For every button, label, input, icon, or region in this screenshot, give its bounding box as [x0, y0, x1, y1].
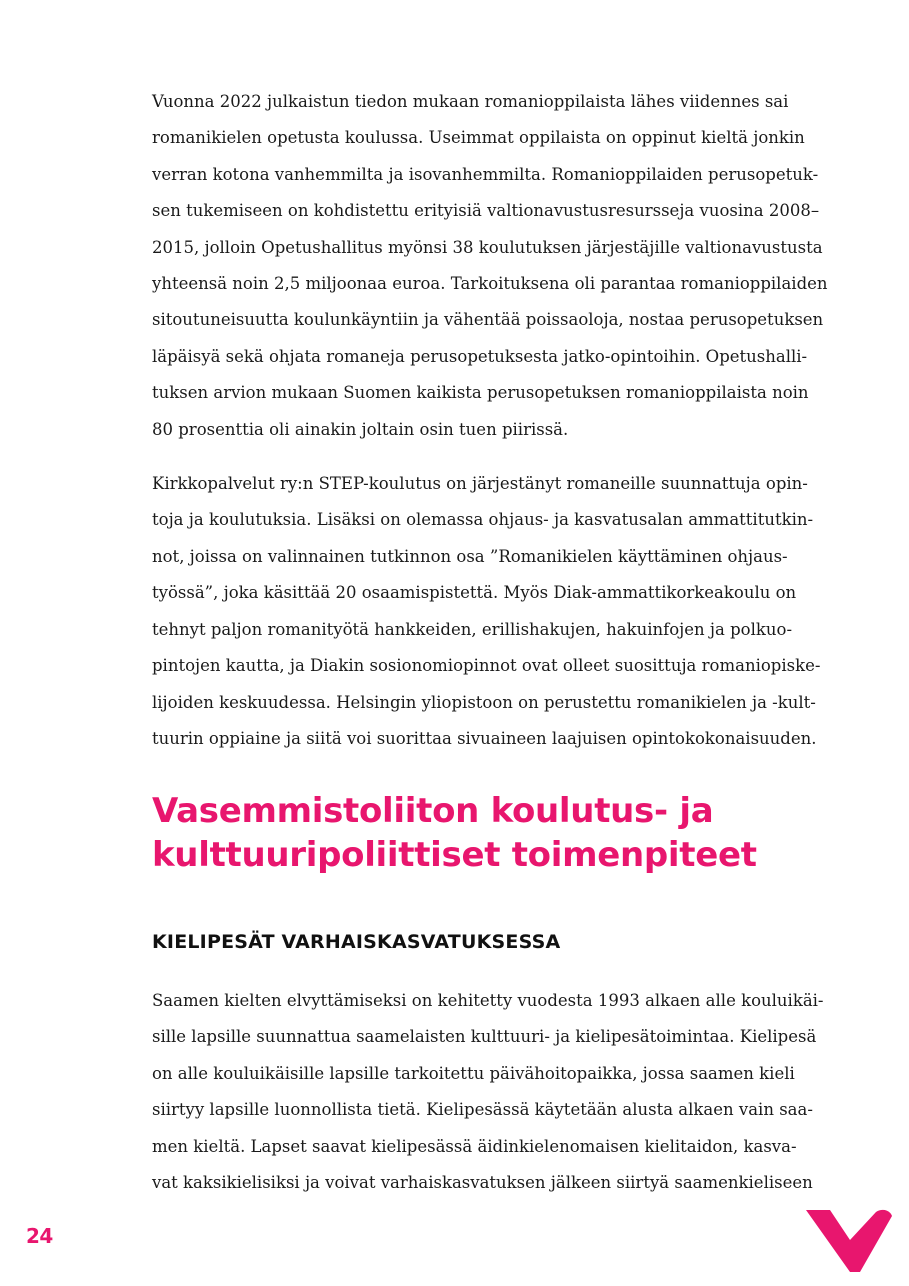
text-line: not, joissa on valinnainen tutkinnon osa ”Romanikielen käyttäminen ohjaus- — [152, 546, 788, 566]
text-line: tehnyt paljon romanityötä hankkeiden, erillishakujen, hakuinfojen ja polkuo- — [152, 619, 793, 639]
text-line: lijoiden keskuudessa. Helsingin yliopistoon on perustettu romanikielen ja -kult- — [152, 692, 816, 712]
text-line: vat kaksikielisiksi ja voivat varhaiskasvatuksen jälkeen siirtyä saamenkieliseen — [152, 1173, 813, 1193]
text-line: työssä”, joka käsittää 20 osaamispistettä. Myös Diak-ammattikorkeakoulu on — [152, 583, 797, 603]
text-line: pintojen kautta, ja Diakin sosionomiopinnot ovat olleet suosittuja romaniopiske- — [152, 656, 821, 676]
text-line: sille lapsille suunnattua saamelaisten kulttuuri- ja kielipesätoimintaa. Kielipesä — [152, 1027, 817, 1047]
text-line: siirtyy lapsille luonnollista tietä. Kielipesässä käytetään alusta alkaen vain saa- — [152, 1100, 813, 1120]
section-heading — [152, 789, 852, 877]
text-line: 80 prosenttia oli ainakin joltain osin tuen piirissä. — [152, 419, 569, 439]
text-line: toja ja koulutuksia. Lisäksi on olemassa ohjaus- ja kasvatusalan ammattitutkin- — [152, 510, 814, 530]
paragraph-step-training — [152, 466, 822, 757]
text-line: tuurin oppiaine ja siitä voi suorittaa sivuaineen laajuisen opintokokonaisuuden. — [152, 728, 817, 748]
text-line: sitoutuneisuutta koulunkäyntiin ja vähentää poissaoloja, nostaa perusopetuksen — [152, 310, 824, 330]
subsection-heading: KIELIPESÄT VARHAISKASVATUKSESSA — [152, 931, 561, 953]
section-heading-line: Vasemmistoliiton koulutus- ja — [152, 791, 714, 831]
text-line: Saamen kielten elvyttämiseksi on kehitetty vuodesta 1993 alkaen alle kouluikäi- — [152, 991, 824, 1010]
text-line: verran kotona vanhemmilta ja isovanhemmilta. Romanioppilaiden perusopetuk- — [152, 164, 819, 184]
text-line: yhteensä noin 2,5 miljoonaa euroa. Tarkoituksena oli parantaa romanioppilaiden — [152, 274, 828, 294]
text-line: romanikielen opetusta koulussa. Useimmat oppilaista on oppinut kieltä jonkin — [152, 128, 805, 148]
page-number: 24 — [26, 1224, 53, 1248]
text-line: Vuonna 2022 julkaistun tiedon mukaan romanioppilaista lähes viidennes sai — [152, 92, 789, 111]
section-heading-line: kulttuuripoliittiset toimenpiteet — [152, 835, 757, 875]
paragraph-language-nests — [152, 983, 832, 1201]
text-line: 2015, jolloin Opetushallitus myönsi 38 koulutuksen järjestäjille valtionavustusta — [152, 237, 823, 257]
text-line: tuksen arvion mukaan Suomen kaikista perusopetuksen romanioppilaista noin — [152, 383, 809, 403]
vasemmistoliitto-v-logo-icon — [806, 1208, 892, 1274]
paragraph-romani-education — [152, 84, 828, 448]
body-text — [152, 84, 828, 757]
text-line: Kirkkopalvelut ry:n STEP-koulutus on järjestänyt romaneille suunnattuja opin- — [152, 474, 808, 494]
text-line: on alle kouluikäisille lapsille tarkoitettu päivähoitopaikka, jossa saamen kieli — [152, 1063, 795, 1083]
text-line: sen tukemiseen on kohdistettu erityisiä valtionavustusresursseja vuosina 2008– — [152, 201, 820, 221]
text-line: men kieltä. Lapset saavat kielipesässä äidinkielenomaisen kielitaidon, kasva- — [152, 1136, 797, 1156]
text-line: läpäisyä sekä ohjata romaneja perusopetuksesta jatko-opintoihin. Opetushalli- — [152, 346, 808, 366]
